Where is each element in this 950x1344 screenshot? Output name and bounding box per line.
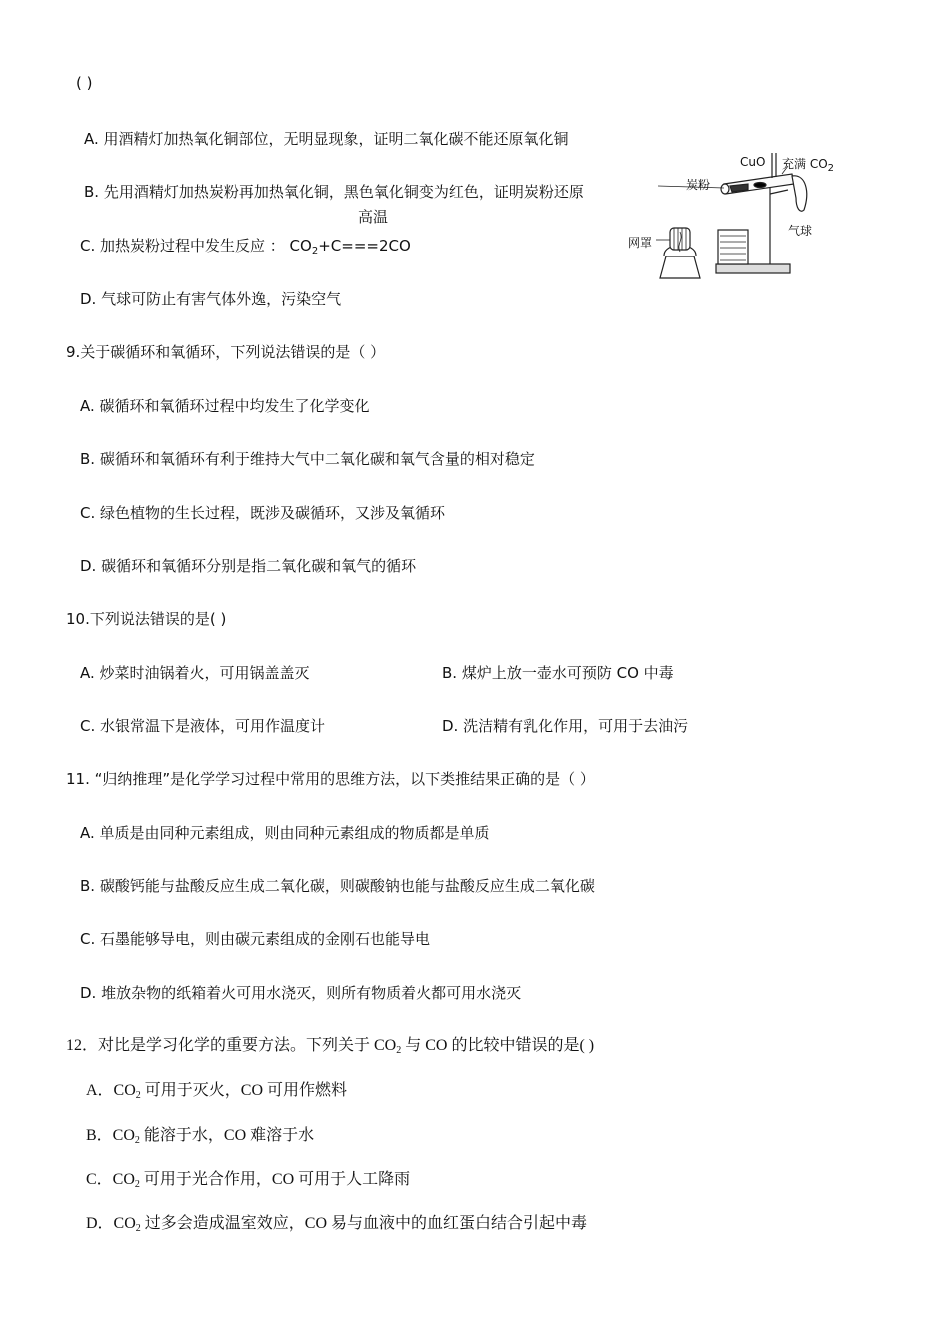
q11-option-c: C. 石墨能够导电，则由碳元素组成的金刚石也能导电 (80, 930, 431, 948)
figure-label-cuo: CuO (740, 155, 766, 169)
q12-option-c: C．$CO_2$ 可用于光合作用，CO 可用于人工降雨 (86, 1171, 411, 1190)
q8-option-c: C. 加热炭粉过程中发生反应 ： $CO_2+C===2CO$ (80, 237, 411, 257)
apparatus-figure (620, 148, 845, 288)
q10-option-d: D. 洗洁精有乳化作用，可用于去油污 (442, 717, 689, 735)
q8-reaction-condition: 高温 (358, 208, 389, 226)
q12-option-d: D．$CO_2$ 过多会造成温室效应，CO 易与血液中的血红蛋白结合引起中毒 (86, 1215, 588, 1234)
q11-stem: 11. “归纳推理”是化学学习过程中常用的思维方法，以下类推结果正确的是（ ） (66, 770, 595, 788)
q11-option-b: B. 碳酸钙能与盐酸反应生成二氧化碳，则碳酸钠也能与盐酸反应生成二氧化碳 (80, 877, 595, 895)
q10-option-c: C. 水银常温下是液体，可用作温度计 (80, 717, 326, 735)
q12-option-a: A．$CO_2$ 可用于灭火，CO 可用作燃料 (86, 1082, 348, 1101)
q12-option-b: B．$CO_2$ 能溶于水，CO 难溶于水 (86, 1127, 315, 1146)
q10-option-a: A. 炒菜时油锅着火，可用锅盖盖灭 (80, 664, 310, 682)
q9-option-c: C. 绿色植物的生长过程，既涉及碳循环，又涉及氧循环 (80, 504, 446, 522)
q10-option-b: B. 煤炉上放一壶水可预防 CO 中毒 (442, 664, 674, 682)
q8-option-d: D. 气球可防止有害气体外逸，污染空气 (80, 290, 342, 308)
q11-option-d: D. 堆放杂物的纸箱着火可用水浇灭，则所有物质着火都可用水浇灭 (80, 984, 522, 1002)
figure-label-balloon: 气球 (788, 224, 813, 238)
q9-option-b: B. 碳循环和氧循环有利于维持大气中二氧化碳和氧气含量的相对稳定 (80, 450, 535, 468)
q9-stem: 9.关于碳循环和氧循环，下列说法错误的是（ ） (66, 343, 386, 361)
figure-label-tanfen: 炭粉 (686, 178, 711, 192)
q12-stem: 12．对比是学习化学的重要方法。下列关于 $CO_2$ 与 CO 的比较中错误的是( ) (66, 1037, 595, 1056)
figure-label-co2: 充满 $CO_2$ (782, 157, 835, 174)
q8-option-a: A. 用酒精灯加热氧化铜部位，无明显现象，证明二氧化碳不能还原氧化铜 (84, 130, 569, 148)
q9-option-d: D. 碳循环和氧循环分别是指二氧化碳和氧气的循环 (80, 557, 417, 575)
q8-stem-tail: ( ) (76, 74, 93, 92)
q11-option-a: A. 单质是由同种元素组成，则由同种元素组成的物质都是单质 (80, 824, 490, 842)
q9-option-a: A. 碳循环和氧循环过程中均发生了化学变化 (80, 397, 370, 415)
figure-label-mesh-hood: 网罩 (628, 236, 653, 250)
q8-option-b: B. 先用酒精灯加热炭粉再加热氧化铜，黑色氧化铜变为红色，证明炭粉还原 (84, 183, 584, 201)
q10-stem: 10.下列说法错误的是( ) (66, 610, 227, 628)
